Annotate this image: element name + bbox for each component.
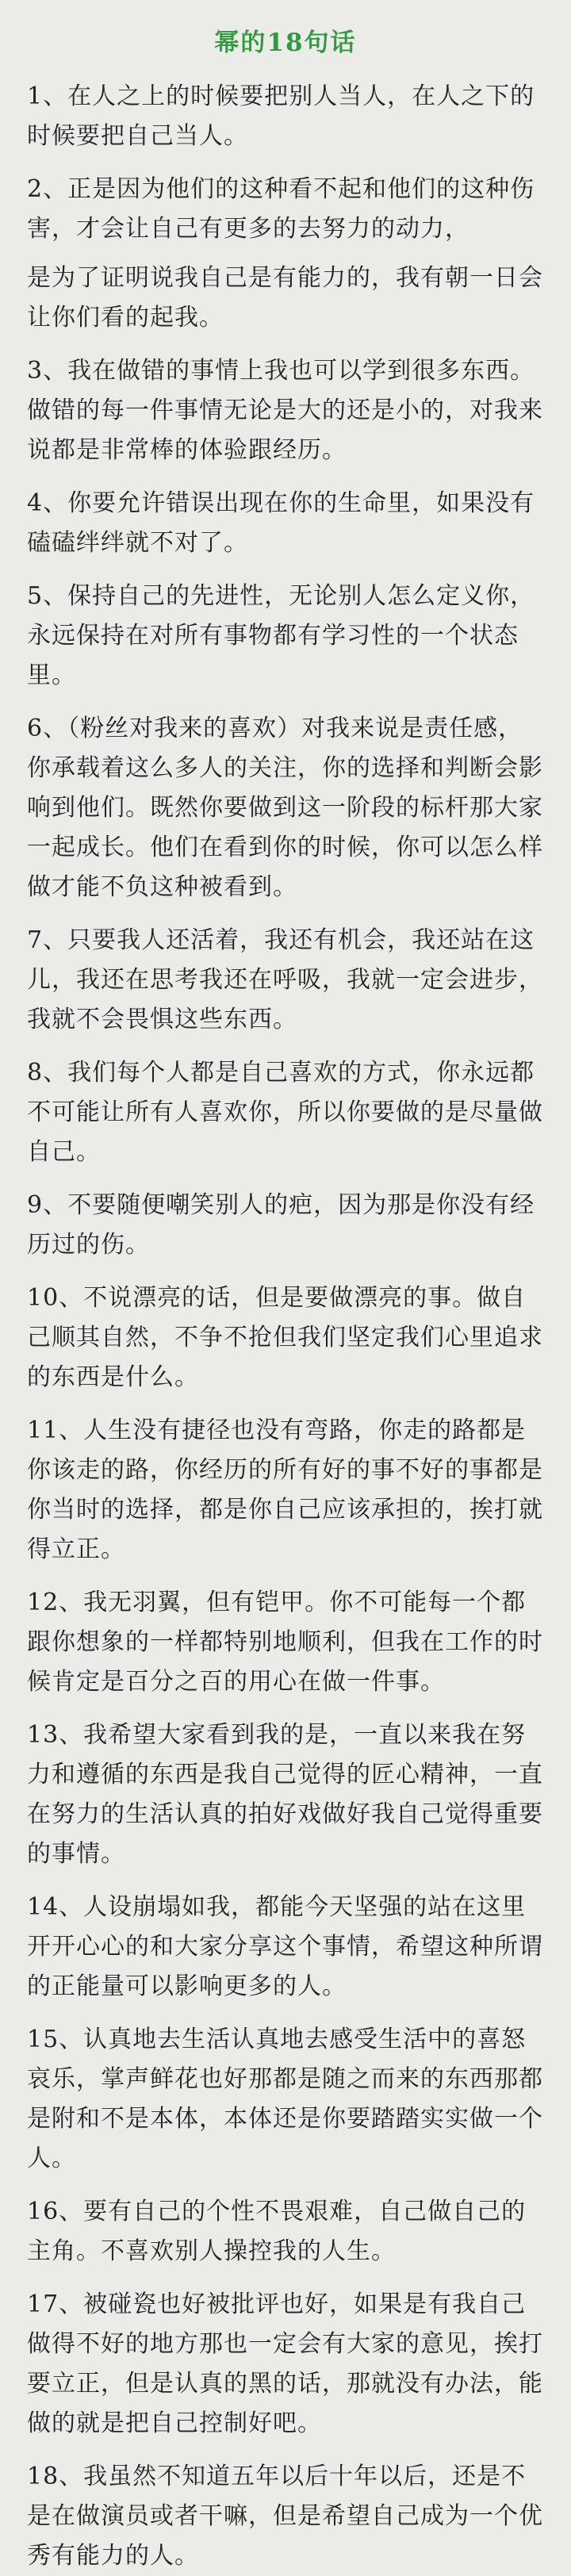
- quote-list: [27, 77, 544, 2576]
- quote-item: [27, 1278, 544, 1397]
- quote-item: [27, 2457, 544, 2576]
- quote-item: [27, 2285, 544, 2444]
- quote-item: [27, 2192, 544, 2271]
- quote-text: 18、我虽然不知道五年以后十年以后，还是不是在做演员或者干嘛，但是希望自己成为一个优秀有能力的人。: [27, 2463, 543, 2570]
- quote-text: 16、要有自己的个性不畏艰难，自己做自己的主角。不喜欢别人操控我的人生。: [27, 2198, 527, 2265]
- quote-item: [27, 1411, 544, 1570]
- quote-item: [27, 1053, 544, 1172]
- quote-text: 17、被碰瓷也好被批评也好，如果是有我自己做得不好的地方那也一定会有大家的意见，挨打要立正，但是认真的黑的话，那就没有办法，能做的就是把自己控制好吧。: [27, 2290, 543, 2437]
- quote-text: 3、我在做错的事情上我也可以学到很多东西。做错的每一件事情无论是大的还是小的，对我来说都是非常棒的体验跟经历。: [27, 357, 543, 464]
- quote-item: [27, 921, 544, 1040]
- quote-text: 15、认真地去生活认真地去感受生活中的喜怒哀乐，掌声鲜花也好那都是随之而来的东西那都是附和不是本体，本体还是你要踏踏实实做一个人。: [27, 2026, 543, 2172]
- quote-item: [27, 170, 544, 338]
- quote-item: [27, 2020, 544, 2179]
- quote-text: 8、我们每个人都是自己喜欢的方式，你永远都不可能让所有人喜欢你，所以你要做的是尽量做自己。: [27, 1059, 543, 1166]
- quote-text: 11、人生没有捷径也没有弯路，你走的路都是你该走的路，你经历的所有好的事不好的事都是你当时的选择，都是你自己应该承担的，挨打就得立正。: [27, 1416, 543, 1563]
- quote-text: 13、我希望大家看到我的是，一直以来我在努力和遵循的东西是我自己觉得的匠心精神，一直在努力的生活认真的拍好戏做好我自己觉得重要的事情。: [27, 1721, 543, 1868]
- quote-item: [27, 1186, 544, 1265]
- quote-text: 12、我无羽翼，但有铠甲。你不可能每一个都跟你想象的一样都特别地顺利，但我在工作的时候肯定是百分之百的用心在做一件事。: [27, 1589, 543, 1696]
- quote-text: 1、在人之上的时候要把别人当人，在人之下的时候要把自己当人。: [27, 82, 535, 150]
- quote-text: 是为了证明说我自己是有能力的，我有朝一日会让你们看的起我。: [27, 264, 543, 332]
- page-title: 幂的18句话: [214, 29, 357, 57]
- quote-item: [27, 1715, 544, 1874]
- quote-text: 7、只要我人还活着，我还有机会，我还站在这儿，我还在思考我还在呼吸，我就一定会进步，我就不会畏惧这些东西。: [27, 926, 543, 1033]
- quote-item: [27, 351, 544, 470]
- quote-text: 5、保持自己的先进性，无论别人怎么定义你，永远保持在对所有事物都有学习性的一个状态里。: [27, 582, 535, 689]
- quote-item: [27, 1583, 544, 1702]
- quote-text: 4、你要允许错误出现在你的生命里，如果没有磕磕绊绊就不对了。: [27, 489, 535, 557]
- quote-item: [27, 577, 544, 696]
- quote-item: [27, 484, 544, 563]
- quote-text: 9、不要随便嘲笑别人的疤，因为那是你没有经历过的伤。: [27, 1191, 535, 1259]
- quote-text: 2、正是因为他们的这种看不起和他们的这种伤害，才会让自己有更多的去努力的动力，: [27, 175, 535, 243]
- quote-text: 14、人设崩塌如我，都能今天坚强的站在这里开开心心的和大家分享这个事情，希望这种所谓的正能量可以影响更多的人。: [27, 1893, 543, 2000]
- quote-text: 6、（粉丝对我来的喜欢）对我来说是责任感，你承载着这么多人的关注，你的选择和判断会影响到他们。既然你要做到这一阶段的标杆那大家一起成长。他们在看到你的时候，你可以怎么样做才能不负这种被看到。: [27, 715, 543, 901]
- quote-item: [27, 709, 544, 907]
- quote-text: 10、不说漂亮的话，但是要做漂亮的事。做自己顺其自然，不争不抢但我们坚定我们心里追求的东西是什么。: [27, 1284, 543, 1391]
- quote-item: [27, 1888, 544, 2007]
- quote-item: [27, 77, 544, 156]
